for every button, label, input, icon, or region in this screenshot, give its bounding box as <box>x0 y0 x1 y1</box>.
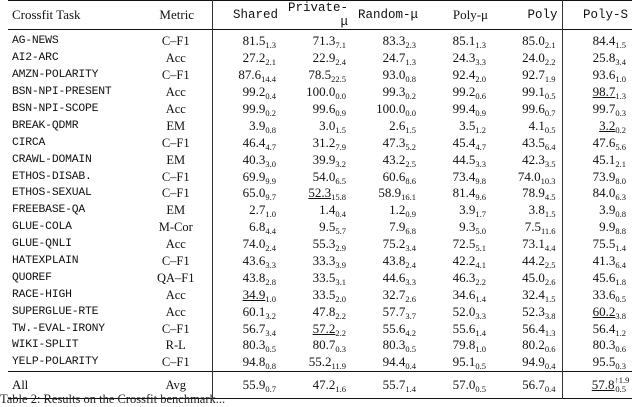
result-cell: $81.5_{1.3}$ <box>242 33 276 51</box>
metric-name: C–F1 <box>142 134 212 151</box>
result-cell: $32.4_{1.5}$ <box>492 286 562 303</box>
table-row <box>8 185 632 202</box>
result-cell: $54.0_{6.5}$ <box>312 168 346 186</box>
task-name: GLUE-COLA <box>12 221 72 234</box>
result-cell: $74.0_{2.4}$ <box>242 236 276 254</box>
results-table-container <box>8 0 632 399</box>
table-row <box>8 337 632 354</box>
metric-name: Acc <box>142 50 212 67</box>
results-table <box>8 0 632 399</box>
metric-name: Acc <box>142 236 212 253</box>
task-name: GLUE-QNLI <box>12 238 72 251</box>
metric-name: Acc <box>142 303 212 320</box>
result-cell: $80.3_{0.5}$ <box>242 337 276 355</box>
result-cell: $80.7_{0.3}$ <box>312 337 346 355</box>
result-cell: $34.9_{1.0}$ <box>242 286 276 304</box>
result-cell: $43.8_{2.4}$ <box>382 253 416 271</box>
result-cell: $93.0_{0.8}$ <box>382 67 416 85</box>
result-cell: $52.3_{15.8}$ <box>308 185 346 203</box>
summary-metric: Avg <box>142 371 212 398</box>
result-cell: $57.2_{2.2}$ <box>312 320 346 338</box>
result-cell: $73.1_{4.4}$ <box>492 236 562 253</box>
result-cell: $84.4_{1.5}$ <box>592 33 626 51</box>
task-name: BREAK-QDMR <box>12 119 79 132</box>
header-task: Crossfit Task <box>12 7 81 22</box>
header-poly-mu: Poly-μ <box>452 7 488 22</box>
table-row <box>8 50 632 67</box>
result-cell: $56.4_{1.2}$ <box>592 320 626 338</box>
result-cell: $41.3_{6.4}$ <box>592 253 626 271</box>
result-cell: $45.1_{2.1}$ <box>592 151 626 169</box>
table-row <box>8 286 632 303</box>
header-poly: Poly <box>492 1 562 30</box>
result-cell: $55.2_{11.9}$ <box>308 354 346 372</box>
table-row <box>8 219 632 236</box>
result-cell: $60.2_{3.8}$ <box>592 303 626 321</box>
result-cell: $24.0_{2.2}$ <box>492 50 562 67</box>
result-cell: $3.9_{1.7}$ <box>459 202 486 220</box>
header-private: Private-μ <box>287 1 348 29</box>
result-cell: $25.8_{3.4}$ <box>592 50 626 68</box>
result-cell: $75.2_{3.4}$ <box>382 236 416 254</box>
table-row <box>8 151 632 168</box>
result-cell: $42.3_{3.5}$ <box>492 151 562 168</box>
task-name: HATEXPLAIN <box>12 255 79 268</box>
table-row <box>8 117 632 134</box>
result-cell: $99.6_{0.9}$ <box>312 101 346 118</box>
result-cell: $6.8_{4.4}$ <box>249 219 276 237</box>
result-cell: $31.2_{7.9}$ <box>312 134 346 152</box>
result-cell: $33.6_{0.5}$ <box>592 286 626 304</box>
result-cell: $57.7_{3.7}$ <box>382 303 416 321</box>
task-name: RACE-HIGH <box>12 288 72 301</box>
summary-cell-poly-s: $57.8^{↑1.9}_{0.5}$ <box>591 374 630 394</box>
task-name: TW.-EVAL-IRONY <box>12 322 105 335</box>
summary-cell: $55.9_{0.7}$ <box>242 376 276 394</box>
result-cell: $58.9_{16.1}$ <box>378 185 416 203</box>
result-cell: $99.2_{0.6}$ <box>452 84 486 102</box>
metric-name: Acc <box>142 101 212 118</box>
result-cell: $93.6_{1.0}$ <box>592 67 626 85</box>
result-cell: $55.6_{4.2}$ <box>382 320 416 338</box>
table-row <box>8 236 632 253</box>
result-cell: $84.0_{6.3}$ <box>592 185 626 203</box>
result-cell: $43.2_{2.5}$ <box>382 151 416 169</box>
table-row <box>8 67 632 84</box>
table-row <box>8 269 632 286</box>
result-cell: $98.7_{1.3}$ <box>592 84 626 102</box>
result-cell: $4.1_{0.5}$ <box>492 117 562 134</box>
result-cell: $44.2_{2.5}$ <box>492 253 562 270</box>
result-cell: $46.4_{4.7}$ <box>242 134 276 152</box>
result-cell: $99.6_{0.7}$ <box>492 101 562 118</box>
result-cell: $33.3_{3.9}$ <box>312 253 346 271</box>
result-cell: $95.5_{0.3}$ <box>592 354 626 372</box>
metric-name: C–F1 <box>142 30 212 50</box>
result-cell: $80.3_{0.5}$ <box>382 337 416 355</box>
table-row <box>8 30 632 50</box>
result-cell: $99.7_{0.3}$ <box>592 101 626 118</box>
metric-name: EM <box>142 202 212 219</box>
metric-name: C–F1 <box>142 320 212 337</box>
result-cell: $34.6_{1.4}$ <box>452 286 486 304</box>
result-cell: $71.3_{7.1}$ <box>312 33 346 51</box>
result-cell: $87.6_{14.4}$ <box>238 67 276 85</box>
result-cell: $42.2_{4.1}$ <box>452 253 486 271</box>
table-caption: Table 2: Results on the Crossfit benchmark... <box>0 392 226 406</box>
result-cell: $7.5_{11.6}$ <box>492 219 562 236</box>
result-cell: $99.2_{0.4}$ <box>242 84 276 102</box>
result-cell: $52.3_{3.8}$ <box>492 303 562 320</box>
result-cell: $99.3_{0.2}$ <box>382 84 416 102</box>
result-cell: $56.4_{1.3}$ <box>492 320 562 337</box>
result-cell: $79.8_{1.0}$ <box>452 337 486 355</box>
result-cell: $43.8_{2.8}$ <box>242 269 276 287</box>
header-row <box>8 1 632 30</box>
metric-name: C–F1 <box>142 168 212 185</box>
header-metric: Metric <box>142 1 212 30</box>
result-cell: $80.3_{0.6}$ <box>592 337 626 355</box>
summary-cell: $47.2_{1.6}$ <box>312 376 346 394</box>
table-row <box>8 354 632 371</box>
table-row <box>8 84 632 101</box>
result-cell: $46.3_{2.2}$ <box>452 269 486 287</box>
result-cell: $40.3_{3.0}$ <box>242 151 276 169</box>
result-cell: $45.0_{2.6}$ <box>492 269 562 286</box>
result-cell: $47.8_{2.2}$ <box>312 303 346 321</box>
header-poly-s: Poly-S <box>582 8 628 22</box>
result-cell: $75.5_{1.4}$ <box>592 236 626 254</box>
result-cell: $92.4_{2.0}$ <box>452 67 486 85</box>
result-cell: $2.6_{1.5}$ <box>389 117 416 135</box>
result-cell: $33.5_{2.0}$ <box>312 286 346 304</box>
result-cell: $22.9_{2.4}$ <box>312 50 346 68</box>
table-row <box>8 202 632 219</box>
result-cell: $45.4_{4.7}$ <box>452 134 486 152</box>
result-cell: $100.0_{0.0}$ <box>376 101 416 118</box>
result-cell: $47.3_{5.2}$ <box>382 134 416 152</box>
task-name: YELP-POLARITY <box>12 356 99 369</box>
result-cell: $99.9_{0.2}$ <box>242 101 276 118</box>
metric-name: M-Cor <box>142 219 212 236</box>
result-cell: $99.1_{0.5}$ <box>492 84 562 101</box>
result-cell: $27.2_{2.1}$ <box>242 50 276 68</box>
result-cell: $78.5_{22.5}$ <box>308 67 346 85</box>
task-name: ETHOS-SEXUAL <box>12 187 92 200</box>
result-cell: $9.3_{5.0}$ <box>459 219 486 237</box>
result-cell: $94.4_{0.4}$ <box>382 354 416 372</box>
header-random: Random-μ <box>357 8 418 22</box>
result-cell: $60.1_{3.2}$ <box>242 303 276 321</box>
result-cell: $32.7_{2.6}$ <box>382 286 416 304</box>
result-cell: $73.4_{9.8}$ <box>452 168 486 186</box>
result-cell: $47.6_{5.6}$ <box>592 134 626 152</box>
task-name: BSN-NPI-PRESENT <box>12 86 112 99</box>
task-name: SUPERGLUE-RTE <box>12 305 99 318</box>
summary-label: All <box>12 376 29 392</box>
table-body <box>8 30 632 372</box>
result-cell: $55.3_{2.9}$ <box>312 236 346 254</box>
result-cell: $33.5_{3.1}$ <box>312 269 346 287</box>
task-name: ETHOS-DISAB. <box>12 170 92 183</box>
result-cell: $81.4_{9.6}$ <box>452 185 486 203</box>
result-cell: $80.2_{0.6}$ <box>492 337 562 354</box>
result-cell: $74.0_{10.3}$ <box>492 168 562 185</box>
result-cell: $9.5_{5.7}$ <box>319 219 346 237</box>
result-cell: $3.8_{1.5}$ <box>492 202 562 219</box>
table-row <box>8 101 632 118</box>
result-cell: $3.9_{0.8}$ <box>249 117 276 135</box>
result-cell: $78.9_{4.5}$ <box>492 185 562 202</box>
task-name: AI2-ARC <box>12 52 59 65</box>
result-cell: $3.9_{0.8}$ <box>599 202 626 220</box>
result-cell: $43.6_{3.3}$ <box>242 253 276 271</box>
metric-name: EM <box>142 117 212 134</box>
result-cell: $56.7_{3.4}$ <box>242 320 276 338</box>
result-cell: $44.5_{3.3}$ <box>452 151 486 169</box>
summary-cell: $56.7_{0.4}$ <box>492 371 562 398</box>
table-row <box>8 303 632 320</box>
summary-cell: $57.0_{0.5}$ <box>452 376 486 394</box>
result-cell: $100.0_{0.0}$ <box>306 84 346 102</box>
metric-name: C–F1 <box>142 253 212 270</box>
result-cell: $73.9_{8.0}$ <box>592 168 626 186</box>
result-cell: $3.5_{1.2}$ <box>459 117 486 135</box>
result-cell: $24.7_{1.3}$ <box>382 50 416 68</box>
metric-name: C–F1 <box>142 185 212 202</box>
metric-name: C–F1 <box>142 67 212 84</box>
task-name: FREEBASE-QA <box>12 204 85 217</box>
table-row <box>8 168 632 185</box>
result-cell: $72.5_{5.1}$ <box>452 236 486 254</box>
result-cell: $83.3_{2.3}$ <box>382 33 416 51</box>
metric-name: EM <box>142 151 212 168</box>
result-cell: $85.1_{1.3}$ <box>452 33 486 51</box>
header-shared: Shared <box>232 8 278 22</box>
result-cell: $39.9_{3.2}$ <box>312 151 346 169</box>
task-name: CRAWL-DOMAIN <box>12 153 92 166</box>
result-cell: $52.0_{3.3}$ <box>452 303 486 321</box>
result-cell: $45.6_{1.8}$ <box>592 269 626 287</box>
table-row <box>8 320 632 337</box>
result-cell: $69.9_{9.9}$ <box>242 168 276 186</box>
result-cell: $92.7_{1.9}$ <box>492 67 562 84</box>
result-cell: $3.2_{0.2}$ <box>599 117 626 135</box>
result-cell: $99.4_{0.9}$ <box>452 101 486 118</box>
task-name: CIRCA <box>12 136 46 149</box>
result-cell: $1.4_{0.4}$ <box>319 202 346 220</box>
result-cell: $85.0_{2.1}$ <box>492 30 562 50</box>
result-cell: $94.8_{0.8}$ <box>242 354 276 372</box>
result-cell: $44.6_{3.3}$ <box>382 269 416 287</box>
metric-name: C–F1 <box>142 354 212 371</box>
result-cell: $60.6_{8.6}$ <box>382 168 416 186</box>
result-cell: $95.1_{0.5}$ <box>452 354 486 372</box>
result-cell: $94.9_{0.4}$ <box>492 354 562 371</box>
metric-name: Acc <box>142 84 212 101</box>
task-name: WIKI-SPLIT <box>12 339 79 352</box>
metric-name: QA–F1 <box>142 269 212 286</box>
result-cell: $65.0_{9.7}$ <box>242 185 276 203</box>
task-name: AG-NEWS <box>12 35 59 48</box>
result-cell: $24.3_{3.3}$ <box>452 50 486 68</box>
result-cell: $55.6_{1.4}$ <box>452 320 486 338</box>
metric-name: Acc <box>142 286 212 303</box>
metric-name: R-L <box>142 337 212 354</box>
result-cell: $9.9_{8.8}$ <box>599 219 626 237</box>
result-cell: $43.5_{6.4}$ <box>492 134 562 151</box>
task-name: BSN-NPI-SCOPE <box>12 103 99 115</box>
summary-cell: $55.7_{1.4}$ <box>382 376 416 394</box>
task-name: QUOREF <box>12 271 52 284</box>
table-row <box>8 134 632 151</box>
result-cell: $3.0_{1.5}$ <box>319 117 346 135</box>
result-cell: $2.7_{1.0}$ <box>249 202 276 220</box>
result-cell: $1.2_{0.9}$ <box>389 202 416 220</box>
task-name: AMZN-POLARITY <box>12 69 99 82</box>
table-row <box>8 253 632 270</box>
result-cell: $7.9_{6.8}$ <box>389 219 416 237</box>
